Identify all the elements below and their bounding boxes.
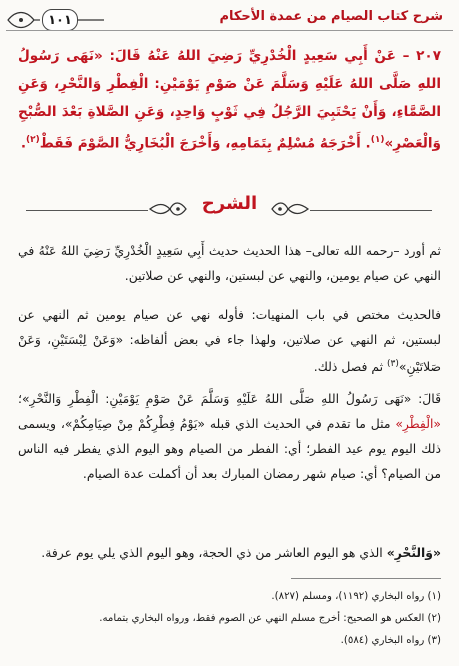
footnote-1: (١) رواه البخاري (١١٩٢)، ومسلم (٨٢٧). <box>271 591 441 602</box>
footnote-ref-1: (١) <box>370 135 385 145</box>
flourish-icon <box>148 199 188 219</box>
hadith-line-3b: . أَخْرَجَهُ مُسْلِمٌ بِتَمَامِهِ، وَأَخْرَجَ <box>179 135 371 152</box>
hadith-line-2: عَنْ صَوْمِ يَوْمَيْنِ: الْفِطْرِ وَالنَّحْرِ، وَعَنِ الصَّمَّاءِ، وَأَنْ يَحْتَبِيَ الرَّجُلُ فِي ثَوْبٍ <box>18 76 441 120</box>
footnote-ref-3: (٣) <box>387 359 399 369</box>
p2-line-1: فالحديث مختص في باب المنهيات: فأوله نهي عن صيام يومين ثم النهي <box>42 307 441 322</box>
p2-line-2: عن لبستين، ثم النهي عن صلاتين، ولهذا جاء في بعض ألفاظه: «وَعَنْ لِبْسَتَيْنِ، <box>18 307 441 347</box>
footnote-3: (٣) رواه البخاري (٥٨٤). <box>340 635 441 646</box>
hadith-text <box>18 42 441 158</box>
paragraph-2 <box>18 302 441 379</box>
page-number: ١٠١ <box>42 9 78 31</box>
p4-nahr-term: «وَالنَّحْرِ» <box>386 545 441 560</box>
p3-line-4: من الصيام؟ أي: صيام شهر رمضان المبارك بعد أن أكملت عدة الصيام. <box>82 466 441 481</box>
footnotes <box>18 586 441 652</box>
footnote-ref-2: (٢) <box>26 135 40 145</box>
p1-line-1: ثم أورد –رحمه الله تعالى– هذا الحديث حديث أَبِي سَعِيدٍ الْخُدْرِيِّ رَضِيَ اللهُ عَنْهُ <box>38 243 441 258</box>
sharh-title: الشرح <box>201 193 258 214</box>
paragraph-3 <box>18 386 441 486</box>
p3-line-1: قَالَ: «نَهَى رَسُولُ اللهِ صَلَّى اللهُ عَلَيْهِ وَسَلَّمَ عَنْ صَوْمِ يَوْمَيْنِ: الْفِطْرِ وَالنَّحْرِ»؛ <box>18 391 441 406</box>
header-title: شرح كتاب الصيام من عمدة الأحكام <box>219 9 443 24</box>
footnote-divider <box>291 578 441 579</box>
p1-line-2: في النهي عن صيام يومين، والنهي عن لبستين، والنهي عن صلاتين. <box>18 243 441 283</box>
hadith-line-4: الْبُخَارِيُّ الصَّوْمَ فَقَطْ <box>39 135 175 152</box>
p4-line: الذي هو اليوم العاشر من ذي الحجة، وهو اليوم الذي يلي يوم عرفة. <box>41 545 387 560</box>
p3-line-2: مثل ما تقدم في الحديث الذي قبله «يَوْمُ فِطْرِكُمْ مِنْ صِيَامِكُمْ»، ويسمى <box>18 416 396 431</box>
p3-fitr-term: «الْفِطْرِ» <box>395 416 441 431</box>
sharh-heading <box>0 187 459 227</box>
hadith-number: ٢٠٧ – <box>402 48 442 64</box>
p2-line-3-end: ثم فصل ذلك. <box>313 359 387 375</box>
header-divider <box>6 30 453 31</box>
hadith-line-3: وَاحِدٍ، وَعَنِ الصَّلاةِ بَعْدَ الصُّبْحِ وَالْعَصْرِ» <box>18 104 441 152</box>
hadith-line-1: عَنْ أَبِي سَعِيدٍ الْخُدْرِيِّ رَضِيَ اللهُ عَنْهُ قَالَ: «نَهَى رَسُولُ اللهِ صَلَّى اللهُ عَلَيْهِ وَسَلَّمَ <box>18 48 441 92</box>
p2-line-3: وَعَنْ صَلاتَيْنِ» <box>18 332 441 375</box>
paragraph-4 <box>18 540 441 565</box>
p3-line-3: ذلك اليوم يوم عيد الفطر؛ أي: الفطر من الصيام وهو اليوم الذي يفطر فيه الناس <box>18 441 441 456</box>
footnote-2: (٢) العكس هو الصحيح: أخرج مسلم النهي عن الصوم فقط، ورواه البخاري بتمامه. <box>99 613 441 624</box>
heading-rule-left <box>26 210 148 211</box>
paragraph-1 <box>18 238 441 288</box>
hadith-line-4-end: . <box>20 135 26 152</box>
